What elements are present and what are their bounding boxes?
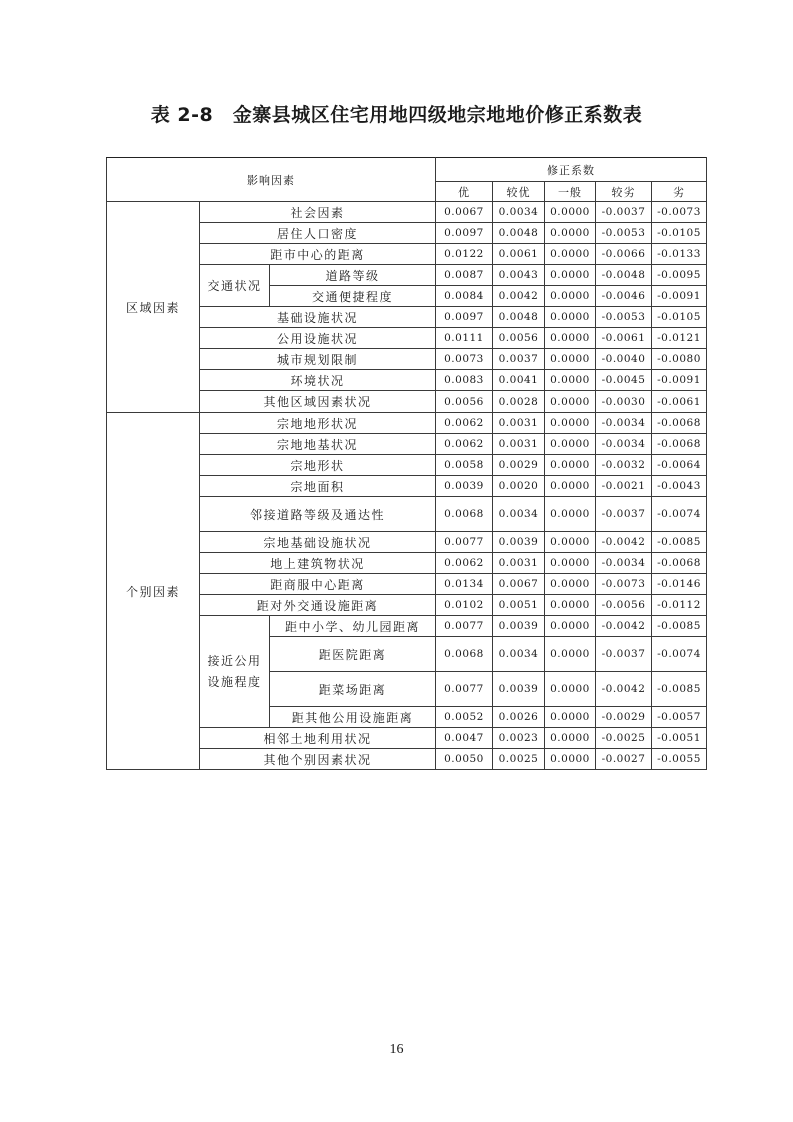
- coefficient-value: 0.0042: [493, 286, 545, 307]
- factor-name: 宗地地形状况: [200, 413, 436, 434]
- coefficient-value: 0.0039: [493, 616, 545, 637]
- factor-name: 距其他公用设施距离: [270, 707, 436, 728]
- coefficient-value: 0.0039: [436, 476, 493, 497]
- coefficient-value: 0.0062: [436, 434, 493, 455]
- coefficient-value: -0.0080: [652, 349, 707, 370]
- coefficient-value: 0.0000: [545, 286, 596, 307]
- coefficient-value: 0.0000: [545, 476, 596, 497]
- coefficient-value: 0.0000: [545, 707, 596, 728]
- coefficient-value: 0.0000: [545, 595, 596, 616]
- coefficient-value: 0.0067: [493, 574, 545, 595]
- coefficient-value: -0.0040: [596, 349, 652, 370]
- coefficient-value: 0.0034: [493, 497, 545, 532]
- factor-name: 公用设施状况: [200, 328, 436, 349]
- coefficient-value: 0.0020: [493, 476, 545, 497]
- header-level-average: 一般: [545, 182, 596, 202]
- factor-name: 宗地形状: [200, 455, 436, 476]
- coefficient-value: 0.0039: [493, 532, 545, 553]
- factor-name: 距中小学、幼儿园距离: [270, 616, 436, 637]
- coefficient-value: 0.0000: [545, 672, 596, 707]
- coefficient-value: -0.0053: [596, 223, 652, 244]
- factor-name: 基础设施状况: [200, 307, 436, 328]
- coefficient-value: 0.0026: [493, 707, 545, 728]
- coefficient-value: 0.0023: [493, 728, 545, 749]
- coefficient-value: -0.0064: [652, 455, 707, 476]
- coefficient-value: 0.0062: [436, 553, 493, 574]
- coefficient-value: 0.0134: [436, 574, 493, 595]
- coefficient-value: 0.0031: [493, 553, 545, 574]
- coefficient-value: 0.0067: [436, 202, 493, 223]
- coefficient-value: 0.0000: [545, 328, 596, 349]
- coefficient-value: 0.0073: [436, 349, 493, 370]
- coefficient-value: 0.0025: [493, 749, 545, 770]
- factor-name: 距医院距离: [270, 637, 436, 672]
- coefficient-value: -0.0146: [652, 574, 707, 595]
- coefficient-value: -0.0068: [652, 434, 707, 455]
- coefficient-value: -0.0121: [652, 328, 707, 349]
- coefficient-value: 0.0047: [436, 728, 493, 749]
- coefficient-value: 0.0000: [545, 749, 596, 770]
- coefficient-value: 0.0034: [493, 202, 545, 223]
- coefficient-value: 0.0000: [545, 391, 596, 413]
- coefficient-value: 0.0068: [436, 637, 493, 672]
- coefficient-value: 0.0000: [545, 637, 596, 672]
- coefficient-value: -0.0061: [652, 391, 707, 413]
- coefficient-value: -0.0043: [652, 476, 707, 497]
- coefficient-value: -0.0042: [596, 672, 652, 707]
- table-row: [107, 202, 707, 223]
- coefficient-value: 0.0087: [436, 265, 493, 286]
- factor-name: 宗地地基状况: [200, 434, 436, 455]
- coefficient-value: -0.0074: [652, 497, 707, 532]
- page-number: 16: [389, 1042, 404, 1057]
- coefficient-value: 0.0000: [545, 434, 596, 455]
- coefficient-value: 0.0029: [493, 455, 545, 476]
- coefficient-value: -0.0048: [596, 265, 652, 286]
- coefficient-value: -0.0042: [596, 532, 652, 553]
- header-level-poor: 劣: [652, 182, 707, 202]
- factor-name: 道路等级: [270, 265, 436, 286]
- coefficient-value: -0.0068: [652, 413, 707, 434]
- factor-name: 环境状况: [200, 370, 436, 391]
- coefficient-value: 0.0083: [436, 370, 493, 391]
- coefficient-value: 0.0000: [545, 244, 596, 265]
- coefficient-value: -0.0051: [652, 728, 707, 749]
- coefficient-value: -0.0045: [596, 370, 652, 391]
- coefficient-value: 0.0077: [436, 532, 493, 553]
- coefficient-value: -0.0032: [596, 455, 652, 476]
- coefficient-value: 0.0039: [493, 672, 545, 707]
- coefficient-value: 0.0000: [545, 265, 596, 286]
- factor-name: 距对外交通设施距离: [200, 595, 436, 616]
- coefficient-value: 0.0000: [545, 413, 596, 434]
- coefficient-value: 0.0061: [493, 244, 545, 265]
- coefficient-value: -0.0046: [596, 286, 652, 307]
- page-title: 表 2-8 金寨县城区住宅用地四级地宗地地价修正系数表: [150, 104, 643, 126]
- coefficient-value: 0.0056: [436, 391, 493, 413]
- coefficient-value: -0.0042: [596, 616, 652, 637]
- coefficient-value: 0.0077: [436, 672, 493, 707]
- coefficient-value: -0.0034: [596, 434, 652, 455]
- coefficient-value: 0.0097: [436, 223, 493, 244]
- coefficient-value: -0.0037: [596, 202, 652, 223]
- group-regional-factors: 区域因素: [107, 202, 200, 413]
- coefficient-value: -0.0029: [596, 707, 652, 728]
- coefficient-value: -0.0021: [596, 476, 652, 497]
- coefficient-value: 0.0000: [545, 349, 596, 370]
- coefficient-value: -0.0068: [652, 553, 707, 574]
- coefficient-value: 0.0102: [436, 595, 493, 616]
- coefficient-value: 0.0000: [545, 553, 596, 574]
- coefficient-value: 0.0056: [493, 328, 545, 349]
- factor-name: 宗地面积: [200, 476, 436, 497]
- coefficient-value: -0.0037: [596, 637, 652, 672]
- coefficient-value: 0.0000: [545, 497, 596, 532]
- header-factor: 影响因素: [107, 158, 436, 202]
- coefficient-value: -0.0091: [652, 370, 707, 391]
- coefficient-value: 0.0000: [545, 202, 596, 223]
- coefficient-value: 0.0000: [545, 370, 596, 391]
- factor-name: 其他区域因素状况: [200, 391, 436, 413]
- factor-name: 宗地基础设施状况: [200, 532, 436, 553]
- table-body: [107, 158, 707, 770]
- coefficient-value: -0.0025: [596, 728, 652, 749]
- factor-name: 城市规划限制: [200, 349, 436, 370]
- coefficient-value: -0.0034: [596, 413, 652, 434]
- header-level-fair: 较劣: [596, 182, 652, 202]
- coefficient-value: 0.0028: [493, 391, 545, 413]
- coefficient-value: 0.0000: [545, 223, 596, 244]
- coefficient-value: -0.0057: [652, 707, 707, 728]
- coefficient-value: -0.0073: [652, 202, 707, 223]
- factor-name: 距菜场距离: [270, 672, 436, 707]
- coefficient-value: -0.0112: [652, 595, 707, 616]
- coefficient-value: -0.0027: [596, 749, 652, 770]
- table-row: [107, 413, 707, 434]
- coefficient-value: 0.0031: [493, 434, 545, 455]
- header-coefficient: 修正系数: [436, 158, 707, 182]
- coefficient-value: 0.0000: [545, 532, 596, 553]
- coefficient-value: 0.0000: [545, 574, 596, 595]
- coefficient-value: 0.0062: [436, 413, 493, 434]
- coefficient-value: -0.0056: [596, 595, 652, 616]
- coefficient-value: 0.0111: [436, 328, 493, 349]
- coefficient-value: -0.0074: [652, 637, 707, 672]
- factor-name: 社会因素: [200, 202, 436, 223]
- coefficient-value: 0.0048: [493, 223, 545, 244]
- factor-name: 距商服中心距离: [200, 574, 436, 595]
- subgroup-public-facilities: 接近公用设施程度: [200, 616, 270, 728]
- coefficient-value: 0.0000: [545, 307, 596, 328]
- coefficient-value: -0.0053: [596, 307, 652, 328]
- coefficient-value: -0.0133: [652, 244, 707, 265]
- factor-name: 其他个别因素状况: [200, 749, 436, 770]
- coefficient-value: -0.0061: [596, 328, 652, 349]
- coefficient-value: 0.0122: [436, 244, 493, 265]
- coefficient-value: 0.0000: [545, 455, 596, 476]
- coefficient-value: 0.0084: [436, 286, 493, 307]
- subgroup-traffic: 交通状况: [200, 265, 270, 307]
- coefficient-value: -0.0085: [652, 616, 707, 637]
- coefficient-value: -0.0095: [652, 265, 707, 286]
- header-level-excellent: 优: [436, 182, 493, 202]
- factor-name: 居住人口密度: [200, 223, 436, 244]
- coefficient-value: 0.0097: [436, 307, 493, 328]
- coefficient-value: 0.0041: [493, 370, 545, 391]
- factor-name: 邻接道路等级及通达性: [200, 497, 436, 532]
- coefficient-value: -0.0055: [652, 749, 707, 770]
- coefficient-value: -0.0105: [652, 307, 707, 328]
- coefficient-value: 0.0051: [493, 595, 545, 616]
- factor-name: 距市中心的距离: [200, 244, 436, 265]
- coefficient-value: 0.0000: [545, 616, 596, 637]
- coefficient-value: -0.0085: [652, 672, 707, 707]
- coefficient-value: 0.0034: [493, 637, 545, 672]
- coefficient-value: 0.0048: [493, 307, 545, 328]
- coefficient-value: 0.0052: [436, 707, 493, 728]
- coefficient-value: 0.0068: [436, 497, 493, 532]
- coefficient-value: -0.0085: [652, 532, 707, 553]
- coefficient-table: [106, 157, 707, 770]
- factor-name: 交通便捷程度: [270, 286, 436, 307]
- coefficient-value: -0.0037: [596, 497, 652, 532]
- coefficient-value: 0.0037: [493, 349, 545, 370]
- factor-name: 相邻土地利用状况: [200, 728, 436, 749]
- header-row-top: [107, 158, 707, 182]
- group-individual-factors: 个别因素: [107, 413, 200, 770]
- factor-name: 地上建筑物状况: [200, 553, 436, 574]
- header-level-good: 较优: [493, 182, 545, 202]
- coefficient-value: -0.0073: [596, 574, 652, 595]
- coefficient-value: 0.0050: [436, 749, 493, 770]
- coefficient-value: -0.0034: [596, 553, 652, 574]
- coefficient-value: 0.0000: [545, 728, 596, 749]
- coefficient-value: -0.0091: [652, 286, 707, 307]
- coefficient-value: 0.0077: [436, 616, 493, 637]
- coefficient-value: 0.0043: [493, 265, 545, 286]
- coefficient-value: -0.0066: [596, 244, 652, 265]
- coefficient-value: 0.0031: [493, 413, 545, 434]
- coefficient-value: 0.0058: [436, 455, 493, 476]
- coefficient-value: -0.0105: [652, 223, 707, 244]
- coefficient-value: -0.0030: [596, 391, 652, 413]
